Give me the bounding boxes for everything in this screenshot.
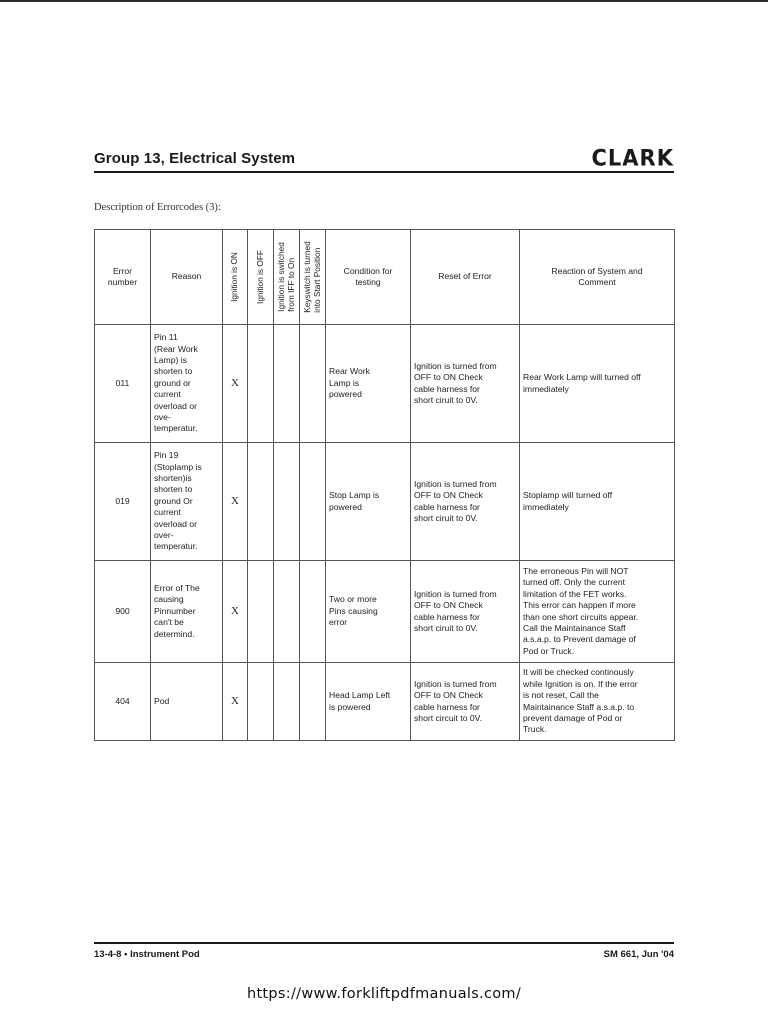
start-position-mark: [300, 663, 326, 741]
condition-cell: Two or more Pins causing error: [326, 561, 411, 663]
top-edge-rule: [0, 0, 768, 2]
footer-manual-id: SM 661, Jun '04: [603, 949, 674, 960]
condition-cell: Head Lamp Left is powered: [326, 663, 411, 741]
brand-logo: CLARK: [591, 145, 674, 171]
reason-cell: Pod: [151, 663, 223, 741]
reason-cell: Pin 19 (Stoplamp is shorten)is shorten to ground Or current overload or over- temperatur.: [151, 443, 223, 561]
reason-cell: Error of The causing Pinnumber can't be determind.: [151, 561, 223, 663]
reset-cell: Ignition is turned from OFF to ON Check cable harness for short ciruit to 0V.: [411, 443, 520, 561]
col-error-number: Error number: [95, 230, 151, 325]
col-reset: Reset of Error: [411, 230, 520, 325]
switched-on-mark: [274, 663, 300, 741]
reason-cell: Pin 11 (Rear Work Lamp) is shorten to ground or current overload or ove- temperatur.: [151, 325, 223, 443]
table-row: [95, 663, 675, 741]
error-number: 404: [95, 663, 151, 741]
col-reaction: Reaction of System and Comment: [520, 230, 675, 325]
reaction-cell: It will be checked continously while Ignition is on. If the error is not reset, Call the Maintainance Staff a.s.a.p. to prevent damage of Pod or Truck.: [520, 663, 675, 741]
start-position-mark: [300, 561, 326, 663]
section-subtitle: Description of Errorcodes (3):: [94, 202, 221, 213]
reaction-cell: Stoplamp will turned off immediately: [520, 443, 675, 561]
ignition-off-mark: [248, 663, 274, 741]
switched-on-mark: [274, 325, 300, 443]
reaction-cell: The erroneous Pin will NOT turned off. Only the current limitation of the FET works. This error can happen if more than one short circuits appear. Call the Maintainance Staff a.s.a.p. to Prevent damage of Pod or Truck.: [520, 561, 675, 663]
start-position-mark: [300, 443, 326, 561]
table-header-row: [95, 230, 675, 325]
footer-section-label: 13-4-8 • Instrument Pod: [94, 949, 200, 960]
error-number: 011: [95, 325, 151, 443]
error-number: 019: [95, 443, 151, 561]
page-title: Group 13, Electrical System: [94, 150, 296, 167]
reset-cell: Ignition is turned from OFF to ON Check cable harness for short ciruit to 0V.: [411, 561, 520, 663]
page-footer: [94, 942, 674, 962]
error-codes-table: [94, 229, 675, 741]
switched-on-mark: [274, 561, 300, 663]
col-ignition-off: Ignition is OFF: [248, 230, 274, 325]
ignition-on-mark: X: [223, 663, 248, 741]
reset-cell: Ignition is turned from OFF to ON Check cable harness for short ciruit to 0V.: [411, 325, 520, 443]
table-row: [95, 561, 675, 663]
header-divider: [94, 171, 674, 173]
start-position-mark: [300, 325, 326, 443]
ignition-on-mark: X: [223, 325, 248, 443]
condition-cell: Stop Lamp is powered: [326, 443, 411, 561]
source-url: https://www.forkliftpdfmanuals.com/: [246, 986, 522, 1002]
ignition-on-mark: X: [223, 443, 248, 561]
reset-cell: Ignition is turned from OFF to ON Check cable harness for short circuit to 0V.: [411, 663, 520, 741]
table-row: [95, 325, 675, 443]
col-ignition-switched: Ignition is switched from IFF to On: [274, 230, 300, 325]
condition-cell: Rear Work Lamp is powered: [326, 325, 411, 443]
col-keyswitch-start: Keyswitch is turned into Start Position: [300, 230, 326, 325]
page-header: [94, 145, 674, 173]
col-reason: Reason: [151, 230, 223, 325]
table-row: [95, 443, 675, 561]
col-ignition-on: Ignition is ON: [223, 230, 248, 325]
switched-on-mark: [274, 443, 300, 561]
col-condition: Condition for testing: [326, 230, 411, 325]
ignition-off-mark: [248, 325, 274, 443]
ignition-on-mark: X: [223, 561, 248, 663]
reaction-cell: Rear Work Lamp will turned off immediately: [520, 325, 675, 443]
error-number: 900: [95, 561, 151, 663]
ignition-off-mark: [248, 443, 274, 561]
ignition-off-mark: [248, 561, 274, 663]
